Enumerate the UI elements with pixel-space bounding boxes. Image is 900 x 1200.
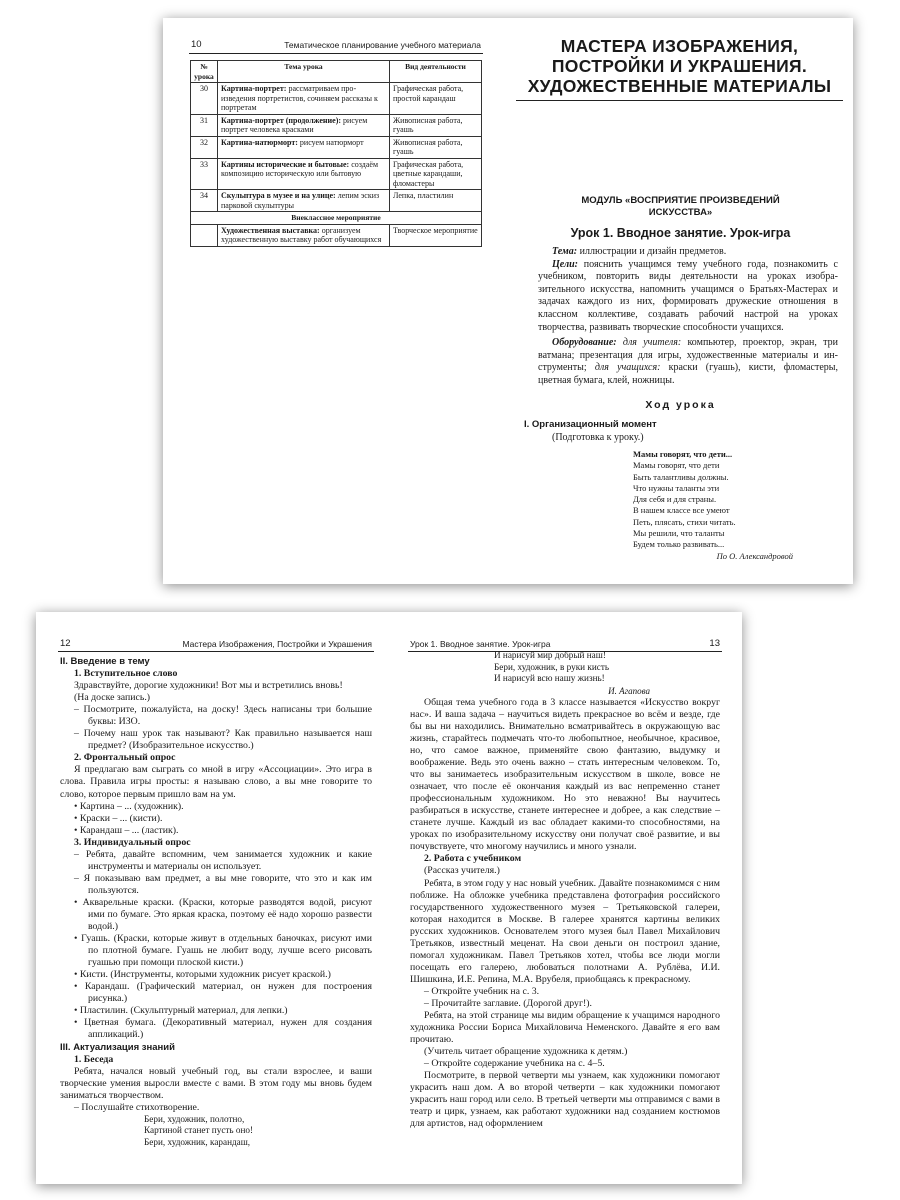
text-paragraph: – Посмотрите, пожалуйста, на доску! Здесь написаны три большие буквы: ИЗО.	[74, 704, 372, 728]
text-paragraph: • Краски – ... (кисти).	[74, 812, 163, 824]
lesson-topic	[218, 114, 390, 136]
poem-author: По О. Александровой	[716, 550, 793, 561]
text-paragraph: (Учитель читает обращение художника к детям.)	[424, 1046, 628, 1058]
page-12	[36, 612, 386, 1184]
poem	[633, 449, 793, 562]
lesson-intro	[538, 246, 838, 388]
title-rule	[516, 100, 843, 101]
chapter-title	[516, 36, 843, 96]
poem-line: Будем только развивать...	[633, 539, 725, 550]
topic-title: Картина-портрет:	[221, 84, 287, 93]
text-paragraph: Картиной станет пусть оно!	[144, 1125, 254, 1136]
lesson-topic	[218, 190, 390, 212]
col-header-activity: Вид деятельности	[390, 61, 482, 83]
topic-text: рассматриваем произведения портретистов, сочиняем рассказы к портретам	[221, 84, 378, 112]
text-paragraph: Ребята, начался новый учебный год, вы стали взрослее, и ваши творческие умения выросли вместе с вами. В этом году мы вновь будем заниматься творчеством.	[60, 1065, 372, 1101]
header-rule	[189, 53, 483, 54]
text-paragraph: Ребята, в этом году у нас новый учебник. Давайте познакомимся с ним поближе. На обложке учебника представлена фотография российского государственного художественного музея – Третьяковской галереи, которая находится в Москве. В галерее хранятся картины великих русских художников. Основателем этого музея был Павел Михайлович Третьяков, известный меценат. На свои деньги он построил здание, помогал художникам. Павел Третьяков хотел, чтобы все люди могли посещать его галерею, любоваться полотнами А. Рублёва, И.И. Шишкина, И.Е. Репина, М.А. Врубеля, приобщаясь к прекрасному.	[410, 877, 720, 985]
equipment-teacher-label: для учителя:	[616, 337, 682, 349]
lesson-topic	[218, 224, 390, 246]
text-paragraph: • Кисти. (Инструменты, которыми художник рисует краской.)	[74, 969, 331, 981]
lesson-topic	[218, 158, 390, 190]
module-title-line: ИСКУССТВА»	[648, 207, 713, 218]
preparation-note: (Подготовка к уроку.)	[552, 431, 644, 443]
table-row	[191, 224, 482, 246]
text-paragraph: Ребята, на этой странице мы видим обращение к учащимся народного художника России Бориса Михайловича Неменского. Давайте я его вам прочитаю.	[410, 1010, 720, 1046]
text-paragraph: Бери, художник, полотно,	[144, 1113, 245, 1124]
poem-line: В нашем классе все умеют	[633, 505, 730, 516]
lesson-activity: Живописная работа, гуашь	[390, 114, 482, 136]
header-rule	[58, 651, 374, 652]
extracurricular-label: Внеклассное мероприятие	[191, 212, 482, 225]
text-paragraph: И нарисуй мир добрый наш!	[494, 650, 606, 660]
lesson-number: 30	[191, 83, 218, 115]
section-heading: 2. Фронтальный опрос	[74, 752, 176, 764]
topic-text: создаём композицию историческую или бытовую	[221, 159, 379, 178]
lesson-activity: Лепка, пластилин	[390, 190, 482, 212]
chapter-title-line: ПОСТРОЙКИ И УКРАШЕНИЯ.	[551, 56, 808, 76]
text-paragraph: Бери, художник, карандаш,	[144, 1136, 251, 1147]
bottom-spread	[36, 612, 742, 1184]
topic-title: Скульптура в музее и на улице:	[221, 191, 336, 200]
text-paragraph: Общая тема учебного года в 3 классе называется «Искусство вокруг нас». И ваша задача – научиться видеть прекрасное во всём и везде, где бы вы ни находились. Внимательно всматривайтесь в окружающую вас жизнь, старайтесь подмечать что-то любопытное, необычное, красивое, но, что самое важное, применяйте свою фантазию, выдумку и воображение. Ведь это очень важно – стать интересным человеком. То, что вы занимаетесь изобразительным искусством в школе, вовсе не означает, что после её окончания каждый из вас непременно станет профессиональным художником. Но это неважно! Вы научитесь разбираться в искусстве, станете интереснее и добрее, а как следствие – станете лучше. Каждый из вас обладает какими-то способностями, на уроках по изобразительному искусству они получат своё развитие, и вы почувствуете, что многому научились и много узнали.	[410, 696, 720, 853]
text-paragraph: (На доске запись.)	[74, 692, 151, 704]
topic-text: организуем художественную выставку работ обучающихся	[221, 225, 382, 244]
running-head: Урок 1. Вводное занятие. Урок-игра	[410, 639, 551, 649]
text-paragraph: Посмотрите, в первой четверти мы узнаем, как художники помогают украсить наш дом. А во второй четверти – как художники помогают украсить наш город или село. В третьей четверти мы отправимся с вами в театр и цирк, узнаем, как работают художники над созданием костюмов для артистов, над оформлением	[410, 1070, 720, 1130]
section-heading: II. Введение в тему	[60, 656, 150, 667]
lesson-number: 31	[191, 114, 218, 136]
section-heading: 2. Работа с учебником	[424, 853, 522, 865]
section-heading: 1. Беседа	[74, 1053, 114, 1065]
lesson-number: 33	[191, 158, 218, 190]
section-heading: 1. Вступительное слово	[74, 668, 178, 680]
section-heading: III. Актуализация знаний	[60, 1041, 175, 1053]
equipment-teacher-value: компьютер, проектор, экран, три ватмана; презентация для игры, художественные материалы и инструменты;	[538, 337, 838, 374]
page-11	[508, 18, 853, 584]
text-paragraph: • Карандаш. (Графический материал, он нужен для построения рисунка.)	[74, 981, 372, 1005]
text-paragraph: – Послушайте стихотворение.	[74, 1101, 200, 1113]
lesson-course-heading: Ход урока	[645, 399, 716, 411]
goals-label: Цели:	[552, 258, 578, 270]
poem-line: Петь, плясать, стихи читать.	[633, 516, 736, 527]
page-number: 10	[191, 39, 202, 50]
poem-line: Что нужны таланты эти	[633, 482, 720, 493]
page-13	[392, 612, 742, 1184]
poem-line: Быть талантливы должны.	[633, 471, 729, 482]
topic-text: рисуем натюрморт	[297, 137, 364, 147]
module-title	[538, 195, 823, 219]
equipment-students-label: для учащихся:	[586, 362, 661, 374]
lesson-number: 34	[191, 190, 218, 212]
chapter-title-line: ХУДОЖЕСТВЕННЫЕ МАТЕРИАЛЫ	[527, 76, 832, 96]
poem-title: Мамы говорят, что дети...	[633, 449, 733, 459]
topic-title: Художественная выставка:	[221, 225, 320, 235]
page-12-text	[60, 656, 372, 1149]
topic-title: Картина-натюрморт:	[221, 137, 298, 147]
table-row	[191, 190, 482, 212]
equipment-label: Оборудование:	[552, 337, 617, 349]
text-paragraph: – Почему наш урок так называют? Как правильно называется наш предмет? (Изобразительное искусство.)	[74, 728, 372, 752]
text-paragraph: Здравствуйте, дорогие художники! Вот мы и встретились вновь!	[74, 680, 343, 692]
lesson-activity: Живописная работа, гуашь	[390, 136, 482, 158]
poem-line: Мамы говорят, что дети	[633, 460, 720, 471]
table-header-row	[191, 61, 482, 83]
page-number: 13	[709, 638, 720, 649]
topic-text: лепим эскиз парковой скульптуры	[221, 191, 380, 210]
text-paragraph: – Откройте содержание учебника на с. 4–5.	[424, 1058, 605, 1070]
chapter-title-line: МАСТЕРА ИЗОБРАЖЕНИЯ,	[560, 36, 799, 56]
poem-line: Для себя и для страны.	[633, 494, 717, 505]
topic-value: иллюстрации и дизайн предметов.	[577, 246, 727, 257]
col-header-topic: Тема урока	[218, 61, 390, 83]
lesson-topic	[218, 83, 390, 115]
text-paragraph: • Пластилин. (Скульптурный материал, для лепки.)	[74, 1005, 288, 1017]
text-paragraph: – Откройте учебник на с. 3.	[424, 985, 540, 997]
page-13-text	[410, 650, 720, 1131]
org-moment	[524, 419, 838, 444]
running-head: Мастера Изображения, Постройки и Украшения	[182, 639, 372, 649]
table-row	[191, 83, 482, 115]
running-head: Тематическое планирование учебного материала	[284, 40, 481, 50]
topic-paragraph	[538, 246, 838, 259]
table-row	[191, 114, 482, 136]
text-paragraph: • Карандаш – ... (ластик).	[74, 824, 179, 836]
topic-text: рисуем портрет человека красками	[221, 115, 368, 134]
topic-title: Картины исторические и бытовые:	[221, 159, 350, 169]
lesson-number: 32	[191, 136, 218, 158]
module-title-line: МОДУЛЬ «ВОСПРИЯТИЕ ПРОИЗВЕДЕНИЙ	[581, 195, 780, 206]
section-heading: 3. Индивидуальный опрос	[74, 836, 191, 848]
page-number: 12	[60, 638, 71, 649]
lesson-activity: Творческое мероприятие	[390, 224, 482, 246]
table-row	[191, 158, 482, 190]
equipment-paragraph	[538, 337, 838, 387]
text-paragraph: • Картина – ... (художник).	[74, 800, 184, 812]
poem-line: Мы решили, что таланты	[633, 528, 725, 539]
goals-value: пояснить учащимся тему учебного года, познакомить с учебником, повторить виды деятельности на уроках изобразительного искусства, напомнить учащимся о Братьях-Мастерах и задачах каждого из них, формировать дружеские отношения в классном коллективе, создавать рабочий настрой на уроках творчества, развивать творческие способности учащихся.	[538, 258, 838, 333]
text-paragraph: • Акварельные краски. (Краски, которые разводятся водой, рисуют ими по бумаге. Это яркая краска, поэтому её надо хорошо развести водой.)	[74, 896, 372, 933]
topic-label: Тема:	[552, 246, 578, 257]
lesson-plan-table	[190, 60, 482, 247]
text-paragraph: И. Агапова	[608, 685, 650, 696]
text-paragraph: Я предлагаю вам сыграть со мной в игру «Ассоциации». Это игра в слова. Правила игры просты: я называю слово, а вы мне говорите то слово, которое первым пришло вам на ум.	[60, 764, 372, 800]
text-paragraph: И нарисуй всю нашу жизнь!	[494, 673, 605, 684]
table-row	[191, 136, 482, 158]
text-paragraph: – Я показываю вам предмет, а вы мне говорите, что это и как им пользуются.	[74, 872, 372, 896]
lesson-title: Урок 1. Вводное занятие. Урок-игра	[570, 226, 791, 240]
table-special-row	[191, 212, 482, 225]
text-paragraph: • Гуашь. (Краски, которые живут в отдельных баночках, рисуют ими по плотной бумаге. Гуашь не любит воду, лучше всего рисовать гуашью при помощи плоской кисти.)	[74, 933, 372, 969]
col-header-number: № урока	[191, 61, 218, 83]
section-heading: I. Организационный момент	[524, 419, 657, 430]
text-paragraph: Бери, художник, в руки кисть	[494, 661, 610, 672]
text-paragraph: (Рассказ учителя.)	[424, 865, 500, 877]
topic-title: Картина-портрет (продолжение):	[221, 115, 342, 125]
lesson-activity: Графическая работа, цветные карандаши, фломастеры	[390, 158, 482, 190]
lesson-number	[191, 224, 218, 246]
lesson-topic	[218, 136, 390, 158]
page-10	[163, 18, 503, 584]
text-paragraph: – Прочитайте заглавие. (Дорогой друг!).	[424, 998, 592, 1009]
text-paragraph: • Цветная бумага. (Декоративный материал, нужен для создания аппликаций.)	[74, 1017, 372, 1041]
top-spread	[163, 18, 853, 584]
goals-paragraph	[538, 259, 838, 335]
lesson-activity: Графическая работа, простой карандаш	[390, 83, 482, 115]
equipment-students-value: краски (гуашь), кисти, фломастеры, цветная бумага, клей, ножницы.	[538, 362, 839, 386]
text-paragraph: – Ребята, давайте вспомним, чем занимается художник и какие инструменты и материалы он использует.	[74, 848, 372, 872]
